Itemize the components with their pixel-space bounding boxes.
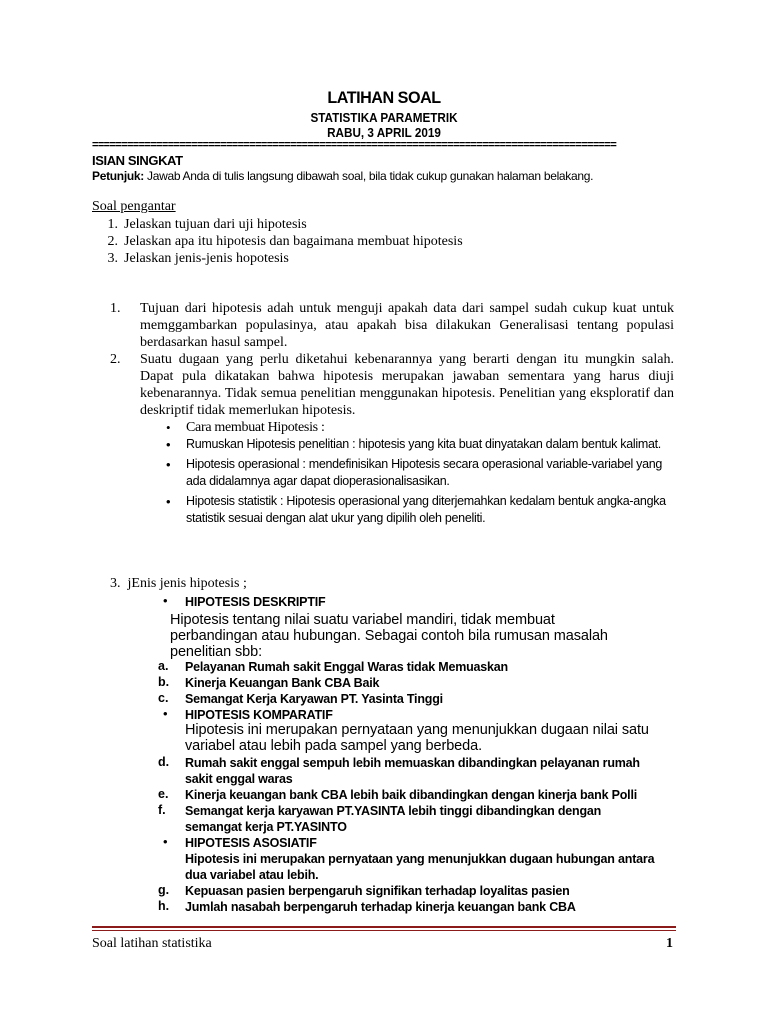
footer-title: Soal latihan statistika [92, 936, 212, 951]
list-item: 2. Jelaskan apa itu hipotesis dan bagaimana membuat hipotesis [107, 234, 463, 249]
intro-title: Soal pengantar [92, 199, 176, 214]
list-item: • Rumuskan Hipotesis penelitian : hipotesis yang kita buat dinyatakan dalam bentuk kalimat. [166, 437, 661, 452]
separator-line: ========================================================================================== [92, 139, 617, 151]
instructions [92, 169, 593, 183]
list-item: b. Kinerja Keuangan Bank CBA Baik [158, 675, 380, 690]
section-heading: ISIAN SINGKAT [92, 153, 183, 168]
type-asosiatif-desc: Hipotesis ini merupakan pernyataan yang menunjukkan dugaan hubungan antara dua variabel atau lebih. [185, 852, 655, 882]
footer-rule [92, 926, 676, 928]
page-number: 1 [666, 936, 673, 951]
how-to-list [166, 419, 676, 527]
list-item: g. Kepuasan pasien berpengaruh signifikan terhadap loyalitas pasien [158, 883, 570, 898]
type-asosiatif: • HIPOTESIS ASOSIATIF [163, 834, 317, 850]
exam-date: RABU, 3 APRIL 2019 [327, 125, 441, 140]
list-item: d. Rumah sakit enggal sempuh lebih memuaskan dibandingkan pelayanan rumah sakit enggal waras [158, 755, 640, 786]
answer-2: 2. Suatu dugaan yang perlu diketahui kebenarannya yang berarti dengan itu mungkin salah. Dapat pula dikatakan bahwa hipotesis merupakan jawaban sementara yang harus diuji kebenarannya. Tidak semua penelitian menggunakan hipotesis. Penelitian yang eksploratif dan deskriptif tidak memerlukan hipotesis. [110, 352, 674, 418]
type-deskriptif-desc: Hipotesis tentang nilai suatu variabel mandiri, tidak membuat perbandingan atau hubungan. Sebagai contoh bila rumusan masalah penelitian sbb: [170, 612, 608, 660]
course-subtitle: STATISTIKA PARAMETRIK [310, 110, 458, 125]
type-deskriptif: • HIPOTESIS DESKRIPTIF [163, 593, 326, 609]
list-item: 1. Jelaskan tujuan dari uji hipotesis [107, 217, 307, 232]
type-komparatif: • HIPOTESIS KOMPARATIF [163, 706, 333, 722]
type-komparatif-desc: Hipotesis ini merupakan pernyataan yang menunjukkan dugaan nilai satu variabel atau lebih pada sampel yang berbeda. [185, 722, 649, 754]
list-item: a. Pelayanan Rumah sakit Enggal Waras tidak Memuaskan [158, 659, 508, 674]
list-item: c. Semangat Kerja Karyawan PT. Yasinta Tinggi [158, 691, 443, 706]
instructions-text: Jawab Anda di tulis langsung dibawah soal, bila tidak cukup gunakan halaman belakang. [143, 169, 594, 183]
list-item: • Hipotesis operasional : mendefinisikan Hipotesis secara operasional variable-variabel yang ada didalamnya agar dapat dioperasionalisasikan. [166, 457, 663, 488]
instructions-label: Petunjuk: [92, 169, 144, 183]
intro-question-list [92, 216, 463, 267]
list-item: • Cara membuat Hipotesis : [166, 420, 325, 435]
footer-rule-thin [92, 930, 676, 931]
list-item: h. Jumlah nasabah berpengaruh terhadap kinerja keuangan bank CBA [158, 899, 576, 914]
list-item: e. Kinerja keuangan bank CBA lebih baik dibandingkan dengan kinerja bank Polli [158, 787, 637, 802]
list-item: • Hipotesis statistik : Hipotesis operasional yang diterjemahkan kedalam bentuk angka-angka statistik sesuai dengan alat ukur yang dipilih oleh peneliti. [166, 494, 666, 525]
answer-1: 1. Tujuan dari hipotesis adah untuk menguji apakah data dari sampel sudah cukup kuat untuk memggambarkan populasinya, atau apakah bisa dilakukan Generalisasi tentang populasi berdasarkan hasul sampel. [110, 301, 674, 350]
list-item: 3. Jelaskan jenis-jenis hopotesis [107, 251, 289, 266]
list-item: f. Semangat kerja karyawan PT.YASINTA lebih tinggi dibandingkan dengan semangat kerja PT.YASINTO [158, 803, 602, 834]
answer-3: 3. jEnis jenis hipotesis ; [110, 576, 247, 591]
page-title: LATIHAN SOAL [327, 88, 441, 107]
